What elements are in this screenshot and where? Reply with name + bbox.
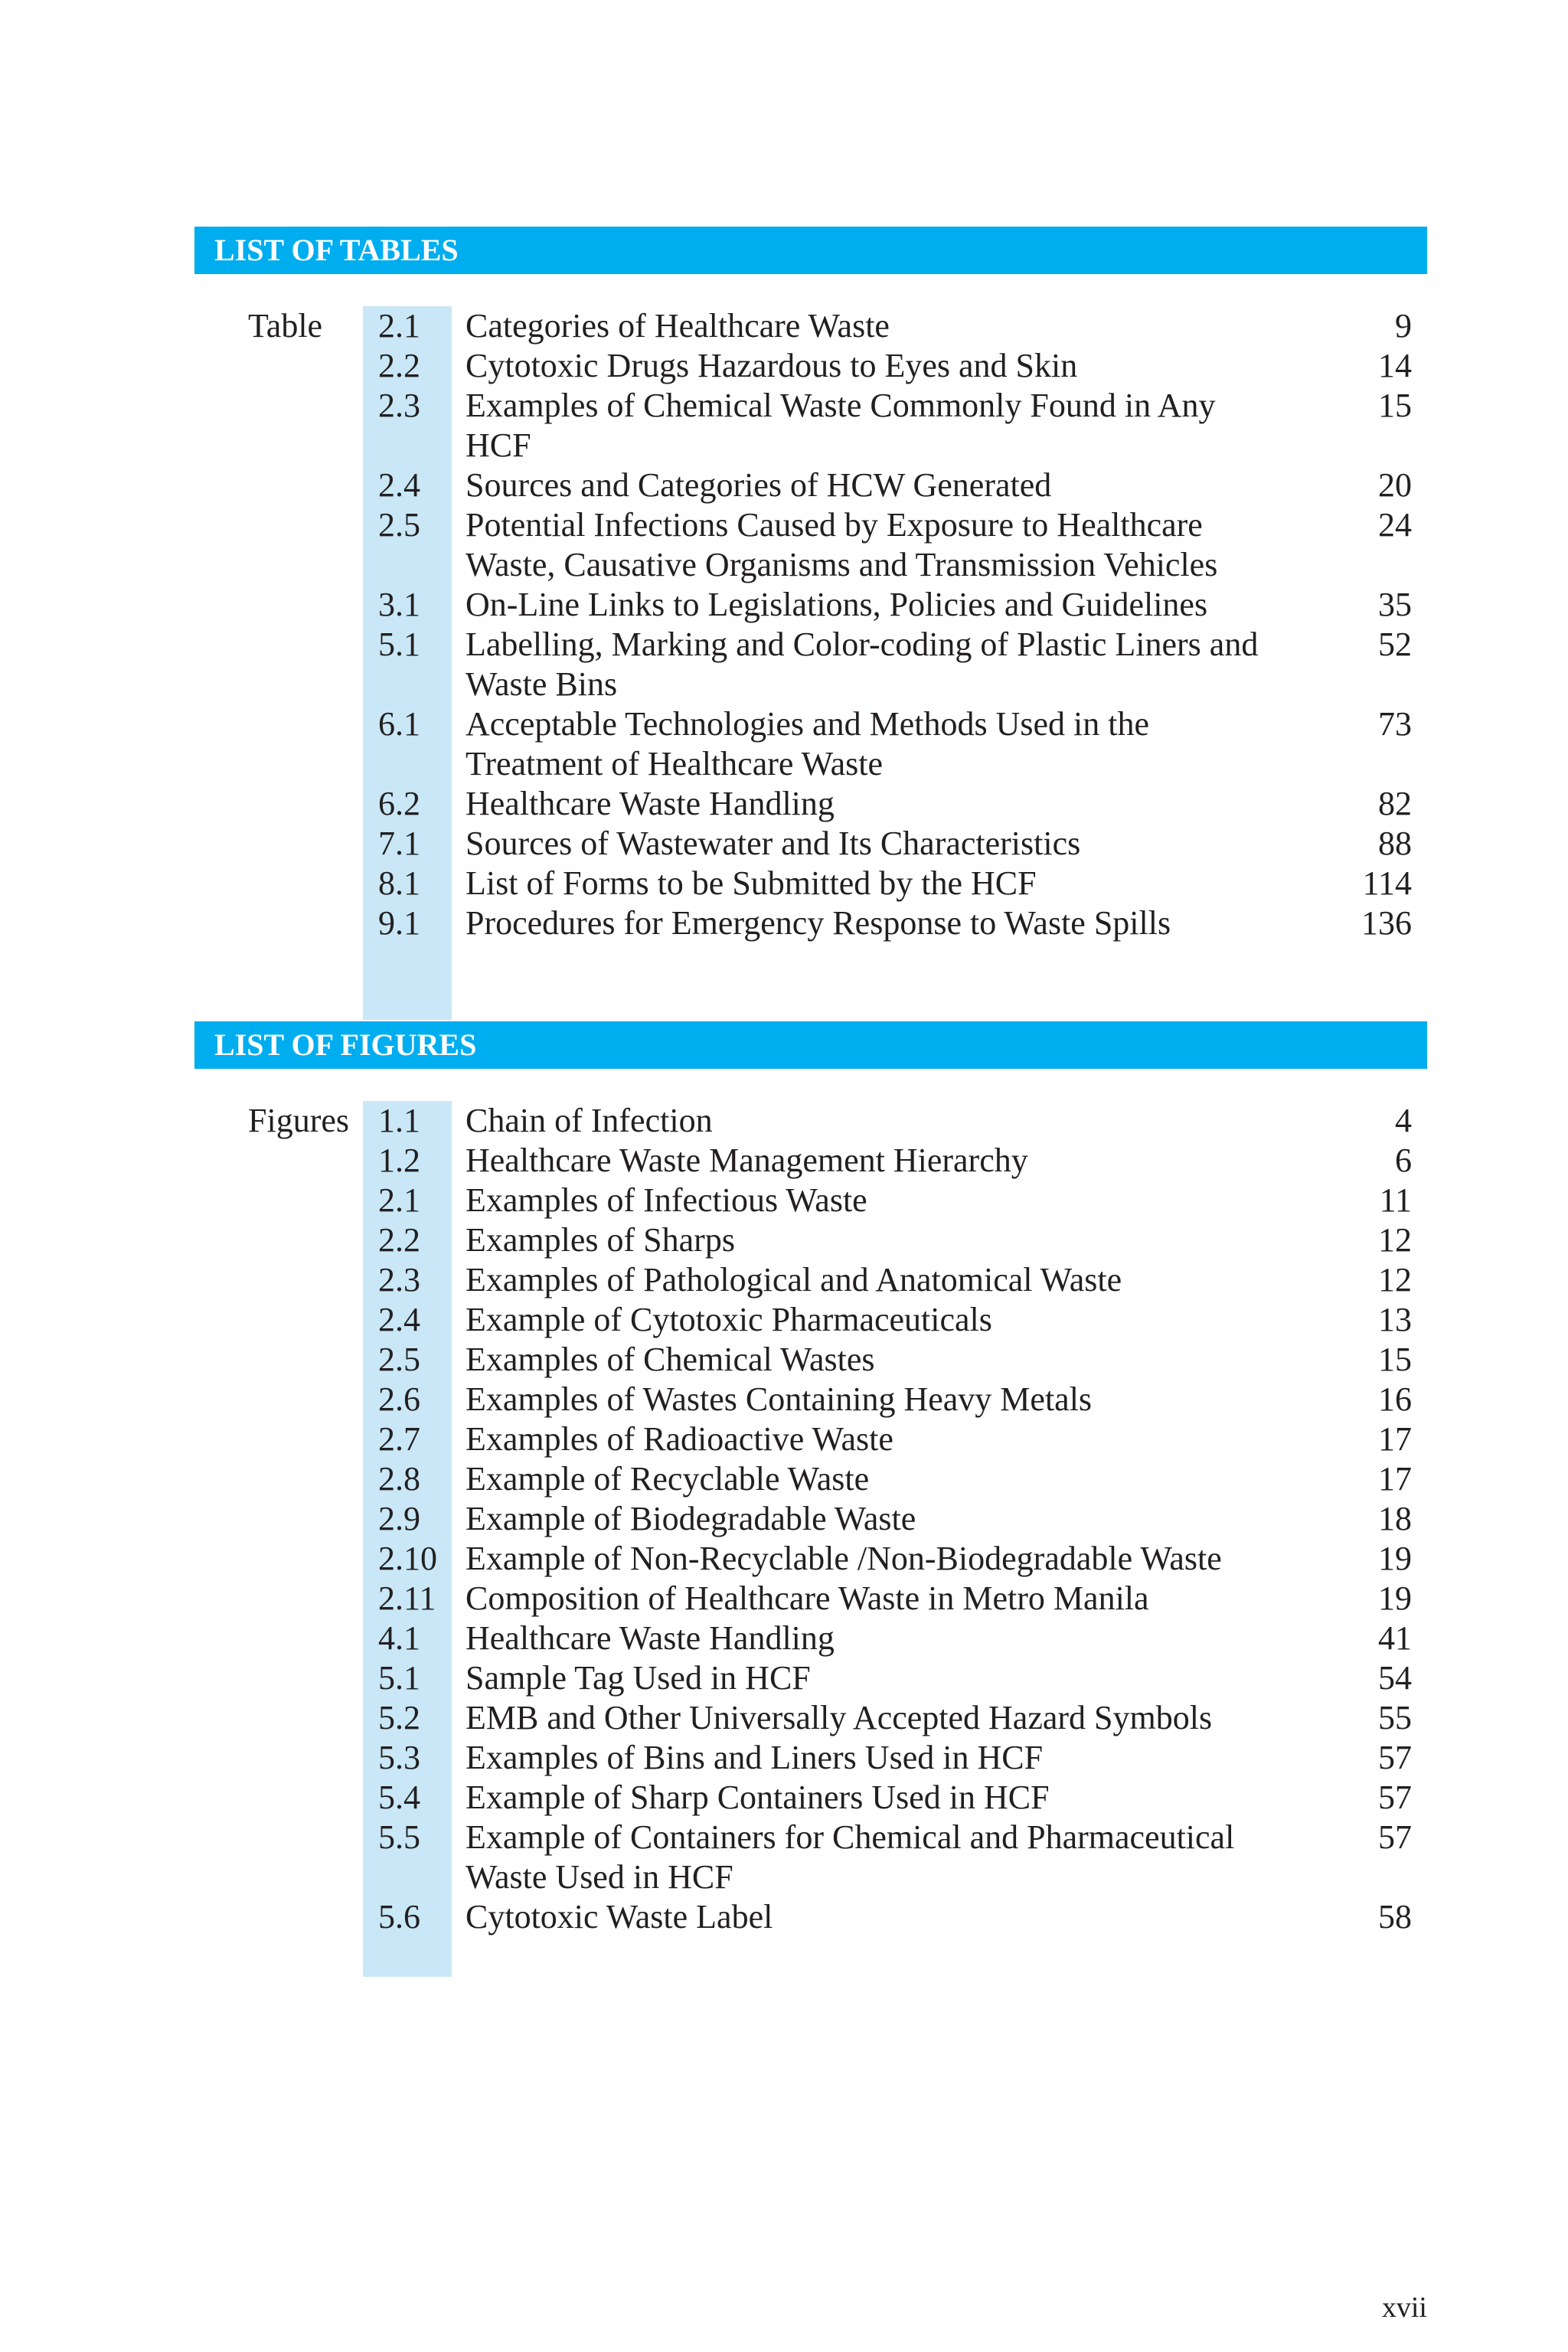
list-item-page: 54 <box>1378 1659 1412 1697</box>
list-item <box>194 505 1427 585</box>
list-item-page: 41 <box>1378 1619 1412 1657</box>
list-item-num: 5.5 <box>378 1818 420 1856</box>
list-item <box>194 346 1427 386</box>
list-item-title: Composition of Healthcare Waste in Metro Manila <box>466 1579 1149 1617</box>
list-item-title: Examples of Wastes Containing Heavy Metals <box>466 1380 1093 1418</box>
list-item <box>194 864 1427 903</box>
list-item-num: 1.2 <box>378 1142 420 1179</box>
list-item-page: 57 <box>1378 1739 1412 1776</box>
list-item-title: Cytotoxic Waste Label <box>466 1898 773 1936</box>
figures-list <box>194 1069 1427 1988</box>
list-item-num: 2.7 <box>378 1420 420 1458</box>
list-item-title: Example of Sharp Containers Used in HCF <box>466 1779 1050 1816</box>
list-item-title: Healthcare Waste Handling <box>466 785 835 822</box>
list-item <box>194 1101 1427 1141</box>
list-item-num: 5.6 <box>378 1898 420 1936</box>
list-item-title: Examples of Sharps <box>466 1221 735 1259</box>
list-item-page: 6 <box>1395 1142 1412 1179</box>
list-item-page: 14 <box>1378 347 1412 384</box>
list-item-num: 6.1 <box>378 705 420 743</box>
list-item-title: Healthcare Waste Management Hierarchy <box>466 1142 1028 1179</box>
list-item <box>194 1539 1427 1579</box>
list-item <box>194 1818 1427 1897</box>
list-item-page: 16 <box>1378 1380 1412 1418</box>
list-item-num: 2.3 <box>378 387 420 424</box>
list-item-title: Examples of Infectious Waste <box>466 1181 867 1219</box>
list-item-num: 2.5 <box>378 1341 420 1378</box>
list-item-title: Cytotoxic Drugs Hazardous to Eyes and Skin <box>466 347 1078 384</box>
list-item-title: Example of Cytotoxic Pharmaceuticals <box>466 1301 992 1338</box>
figures-rows <box>194 1101 1427 1937</box>
list-item <box>194 585 1427 625</box>
tables-rows <box>194 306 1427 943</box>
list-item-title: Example of Biodegradable Waste <box>466 1500 916 1537</box>
list-item-page: 12 <box>1378 1221 1412 1259</box>
list-item-num: 2.4 <box>378 466 420 504</box>
list-item-title: Examples of Chemical Waste Commonly Found in Any HCF <box>466 387 1216 464</box>
list-item-title: Acceptable Technologies and Methods Used in the Treatment of Healthcare Waste <box>466 705 1149 782</box>
list-item <box>194 903 1427 943</box>
list-item-num: 2.11 <box>378 1579 436 1617</box>
list-item <box>194 1380 1427 1419</box>
list-item-num: 2.10 <box>378 1540 437 1577</box>
list-item <box>194 1459 1427 1499</box>
list-item-page: 17 <box>1378 1460 1412 1498</box>
list-item <box>194 1141 1427 1181</box>
list-item-page: 15 <box>1378 387 1412 424</box>
list-item-title: Chain of Infection <box>466 1102 713 1139</box>
list-item <box>194 1499 1427 1539</box>
list-item-page: 73 <box>1378 705 1412 743</box>
list-item-num: 2.2 <box>378 1221 420 1259</box>
list-item <box>194 386 1427 466</box>
list-item <box>194 784 1427 824</box>
list-item <box>194 466 1427 505</box>
list-item-num: 2.1 <box>378 1181 420 1219</box>
list-item <box>194 1340 1427 1380</box>
tables-section-header: LIST OF TABLES <box>194 227 1427 274</box>
list-item-page: 19 <box>1378 1540 1412 1577</box>
list-item <box>194 1658 1427 1698</box>
list-item-title: Healthcare Waste Handling <box>466 1619 835 1657</box>
figures-section-header: LIST OF FIGURES <box>194 1021 1427 1069</box>
list-item-page: 20 <box>1378 466 1412 504</box>
list-item-num: 4.1 <box>378 1619 420 1657</box>
list-item-title: Example of Non-Recyclable /Non-Biodegradable Waste <box>466 1540 1222 1577</box>
list-item-num: 2.3 <box>378 1261 420 1298</box>
list-item-num: 2.5 <box>378 506 420 544</box>
list-item-num: 1.1 <box>378 1102 420 1139</box>
list-item-page: 17 <box>1378 1420 1412 1458</box>
list-item-page: 136 <box>1361 904 1412 942</box>
list-item <box>194 1300 1427 1340</box>
list-item-num: 5.1 <box>378 626 420 663</box>
list-item-page: 13 <box>1378 1301 1412 1338</box>
list-item <box>194 1260 1427 1300</box>
list-item-page: 57 <box>1378 1779 1412 1816</box>
list-item <box>194 306 1427 346</box>
list-item <box>194 1897 1427 1937</box>
list-item-num: 2.1 <box>378 307 420 345</box>
list-item-num: 6.2 <box>378 785 420 822</box>
list-item <box>194 1181 1427 1220</box>
list-item-page: 4 <box>1395 1102 1412 1139</box>
list-item <box>194 1579 1427 1619</box>
list-item-num: 5.4 <box>378 1779 420 1816</box>
list-item-num: 8.1 <box>378 864 420 902</box>
list-item-title: On-Line Links to Legislations, Policies and Guidelines <box>466 586 1208 623</box>
list-item-title: List of Forms to be Submitted by the HCF <box>466 864 1037 902</box>
list-item-page: 114 <box>1362 864 1412 902</box>
list-item <box>194 1220 1427 1260</box>
list-item-page: 58 <box>1378 1898 1412 1936</box>
list-item-title: Examples of Chemical Wastes <box>466 1341 875 1378</box>
list-item-num: 5.3 <box>378 1739 420 1776</box>
list-item-page: 88 <box>1378 825 1412 862</box>
page-number: xvii <box>1381 2292 1427 2324</box>
list-item-page: 55 <box>1378 1699 1412 1736</box>
list-item-title: Examples of Bins and Liners Used in HCF <box>466 1739 1044 1776</box>
list-item-title: Sources of Wastewater and Its Characteristics <box>466 825 1081 862</box>
list-item <box>194 625 1427 704</box>
list-item-page: 35 <box>1378 586 1412 623</box>
list-item-title: Labelling, Marking and Color-coding of Plastic Liners and Waste Bins <box>466 626 1259 703</box>
list-item-page: 18 <box>1378 1500 1412 1537</box>
list-item-num: 5.2 <box>378 1699 420 1736</box>
list-item <box>194 1419 1427 1459</box>
list-item-num: 7.1 <box>378 825 420 862</box>
list-item-title: Sources and Categories of HCW Generated <box>466 466 1052 504</box>
tables-label: Table <box>248 307 323 345</box>
list-item-num: 3.1 <box>378 586 420 623</box>
list-item-num: 2.9 <box>378 1500 420 1537</box>
list-item-title: Procedures for Emergency Response to Waste Spills <box>466 904 1171 942</box>
list-item-page: 57 <box>1378 1818 1412 1856</box>
list-item-title: Sample Tag Used in HCF <box>466 1659 811 1697</box>
figures-section <box>194 1021 1427 1988</box>
list-item-page: 52 <box>1378 626 1412 663</box>
list-item-page: 15 <box>1378 1341 1412 1378</box>
list-item-title: EMB and Other Universally Accepted Hazard Symbols <box>466 1699 1213 1736</box>
list-item-title: Example of Containers for Chemical and Pharmaceutical Waste Used in HCF <box>466 1818 1235 1896</box>
figures-label: Figures <box>248 1102 349 1139</box>
list-item <box>194 704 1427 784</box>
list-item-page: 24 <box>1378 506 1412 544</box>
tables-list <box>194 274 1427 1047</box>
tables-section <box>194 227 1427 1047</box>
list-item <box>194 1619 1427 1658</box>
list-item-num: 2.6 <box>378 1380 420 1418</box>
list-item-title: Example of Recyclable Waste <box>466 1460 870 1498</box>
list-item-title: Examples of Radioactive Waste <box>466 1420 893 1458</box>
list-item-page: 9 <box>1395 307 1412 345</box>
list-item <box>194 824 1427 864</box>
list-item-num: 2.8 <box>378 1460 420 1498</box>
list-item-page: 11 <box>1379 1181 1412 1219</box>
list-item-page: 19 <box>1378 1579 1412 1617</box>
list-item <box>194 1698 1427 1738</box>
list-item-num: 9.1 <box>378 904 420 942</box>
list-item-page: 82 <box>1378 785 1412 822</box>
list-item-page: 12 <box>1378 1261 1412 1298</box>
list-item-num: 5.1 <box>378 1659 420 1697</box>
list-item-num: 2.4 <box>378 1301 420 1338</box>
list-item-title: Categories of Healthcare Waste <box>466 307 890 345</box>
list-item-title: Examples of Pathological and Anatomical Waste <box>466 1261 1122 1298</box>
list-item-num: 2.2 <box>378 347 420 384</box>
list-item <box>194 1778 1427 1818</box>
list-item-title: Potential Infections Caused by Exposure to Healthcare Waste, Causative Organisms and Transmission Vehicles <box>466 506 1218 583</box>
list-item <box>194 1738 1427 1778</box>
